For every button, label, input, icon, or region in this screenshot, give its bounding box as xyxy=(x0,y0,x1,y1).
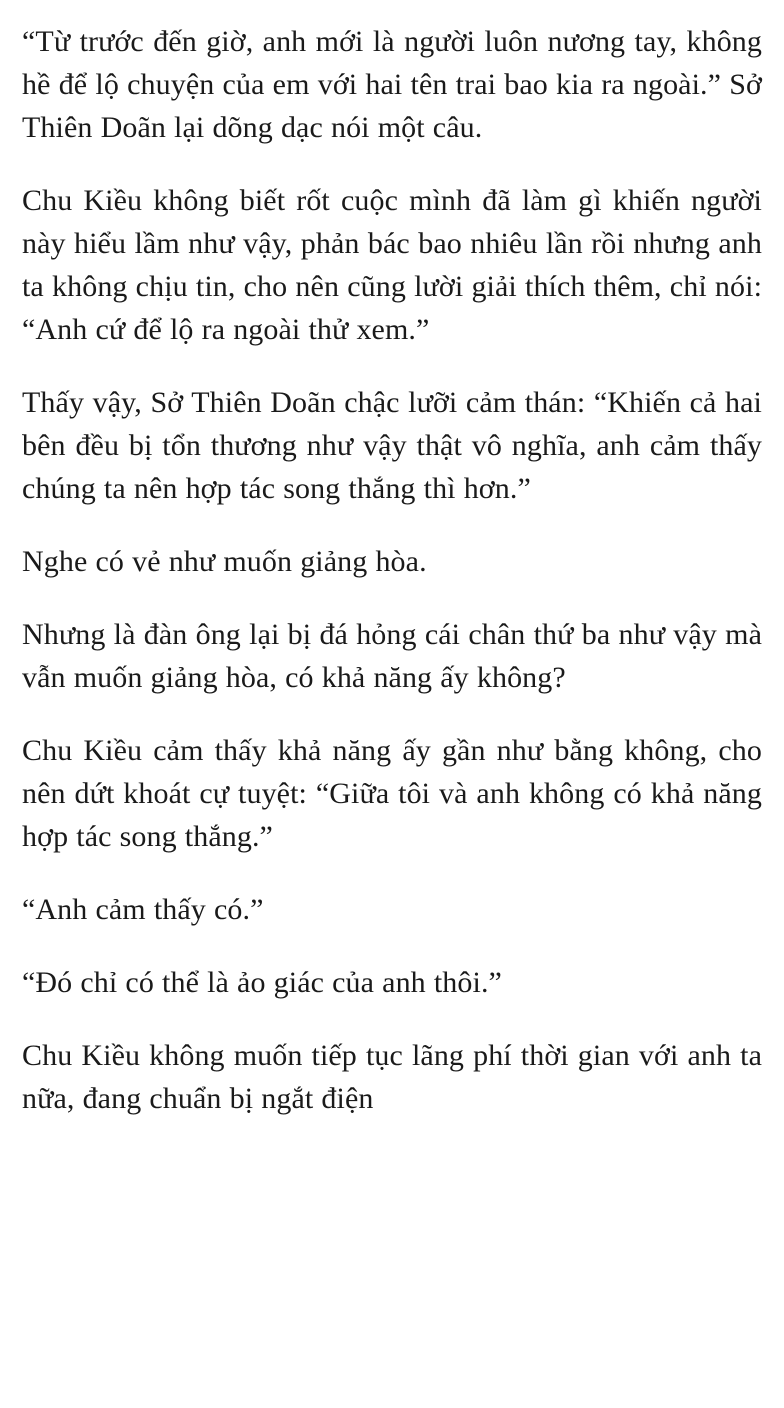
story-paragraph: Chu Kiều cảm thấy khả năng ấy gần như bằng không, cho nên dứt khoát cự tuyệt: “Giữa tôi và anh không có khả năng hợp tác song thắng.” xyxy=(22,734,762,853)
story-paragraph: Nhưng là đàn ông lại bị đá hỏng cái chân thứ ba như vậy mà vẫn muốn giảng hòa, có khả năng ấy không? xyxy=(22,618,762,694)
story-paragraph: “Đó chỉ có thể là ảo giác của anh thôi.” xyxy=(22,966,502,999)
story-paragraph: Nghe có vẻ như muốn giảng hòa. xyxy=(22,545,427,578)
story-paragraph: “Từ trước đến giờ, anh mới là người luôn nương tay, không hề để lộ chuyện của em với hai tên trai bao kia ra ngoài.” Sở Thiên Doãn lại dõng dạc nói một câu. xyxy=(22,25,762,144)
story-paragraph: Thấy vậy, Sở Thiên Doãn chậc lưỡi cảm thán: “Khiến cả hai bên đều bị tổn thương như vậy thật vô nghĩa, anh cảm thấy chúng ta nên hợp tác song thắng thì hơn.” xyxy=(22,386,762,505)
story-paragraph: Chu Kiều không muốn tiếp tục lãng phí thời gian với anh ta nữa, đang chuẩn bị ngắt điện xyxy=(22,1039,762,1115)
story-paragraph: Chu Kiều không biết rốt cuộc mình đã làm gì khiến người này hiểu lầm như vậy, phản bác bao nhiêu lần rồi nhưng anh ta không chịu tin, cho nên cũng lười giải thích thêm, chỉ nói: “Anh cứ để lộ ra ngoài thử xem.” xyxy=(22,184,762,346)
story-paragraph: “Anh cảm thấy có.” xyxy=(22,893,264,926)
